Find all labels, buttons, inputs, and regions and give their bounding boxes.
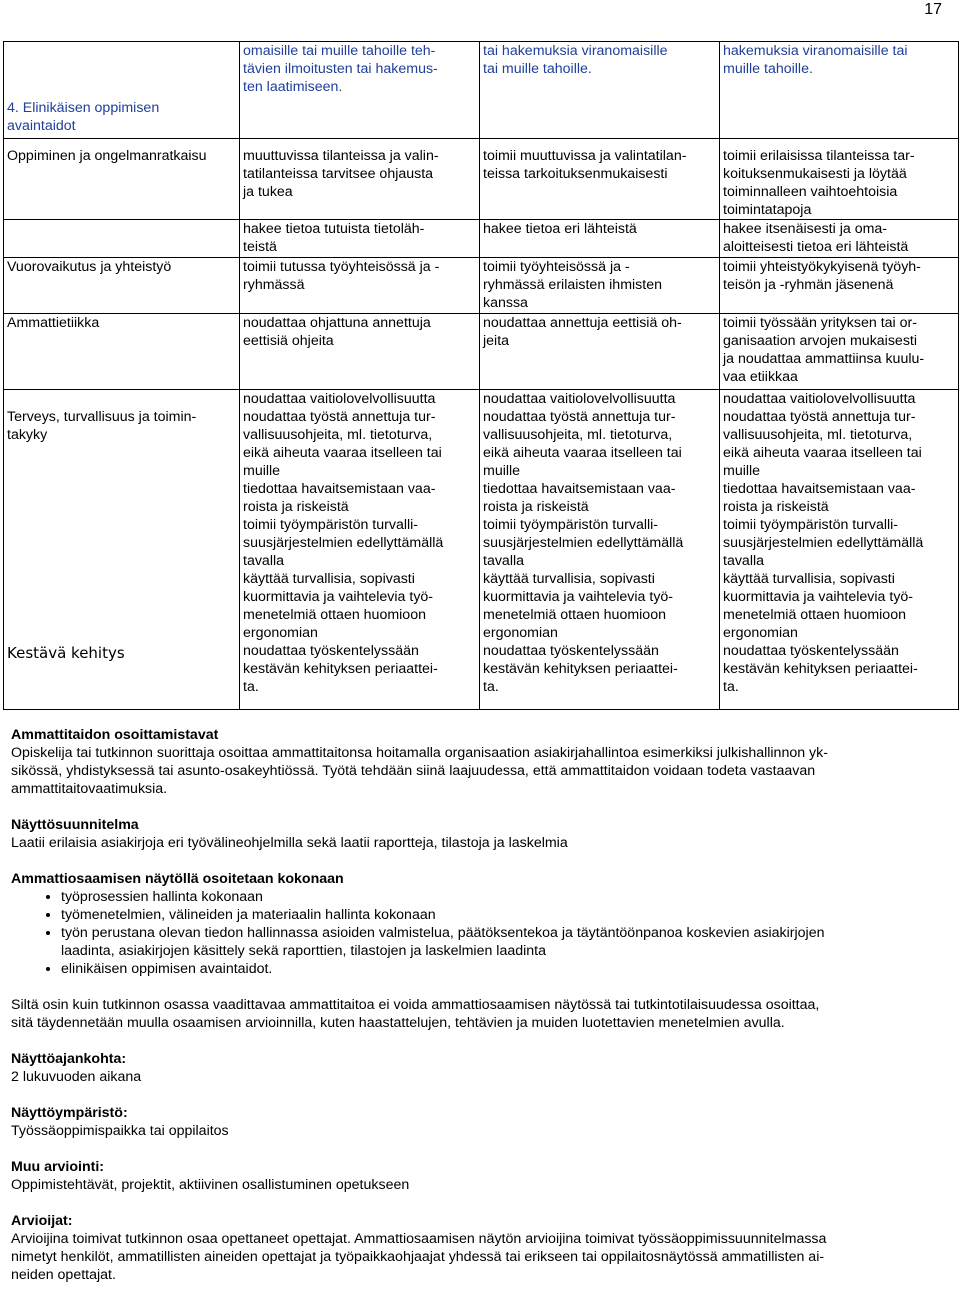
- text-line: muille: [483, 463, 521, 479]
- criterion-item: [483, 408, 716, 480]
- text-line: toimintatapoja: [723, 202, 812, 218]
- text-line: kestävän kehityksen periaattei-: [723, 661, 918, 677]
- text-block: [483, 147, 716, 183]
- text-line: noudattaa työstä annettuja tur-: [483, 409, 676, 425]
- text-line: koituksenmukaisesti ja löytää: [723, 166, 907, 182]
- text-line: noudattaa ohjattuna annettuja: [243, 315, 431, 331]
- text-line: nimetyt henkilöt, ammatillisten aineiden opettajat ja työpaikkaohjaajat yhdessä tai erikseen tai oppilaitosnäytössä ammatillisten ai-: [11, 1249, 825, 1265]
- section-demonstration-plan: [11, 816, 946, 852]
- text-line: tavalla: [483, 553, 525, 569]
- text-line: roista ja riskeistä: [483, 499, 589, 515]
- criterion-item: [723, 480, 955, 516]
- text-line: vaa etiikkaa: [723, 369, 798, 385]
- text-line: noudattaa työskentelyssään: [243, 643, 419, 659]
- section-heading: Näyttöympäristö:: [11, 1105, 128, 1121]
- text-line: toimii erilaisissa tilanteissa tar-: [723, 148, 915, 164]
- text-line: kuormittavia ja vaihtelevia työ-: [243, 589, 434, 605]
- text-line: ta.: [483, 679, 499, 695]
- cell-r3-c2: [240, 258, 480, 314]
- key-skills-heading: [7, 99, 236, 135]
- cell-r5-c3: [480, 390, 720, 710]
- section-heading: Ammattiosaamisen näytöllä osoitetaan kokonaan: [11, 871, 344, 887]
- text-line: noudattaa työskentelyssään: [483, 643, 659, 659]
- text-block: [11, 1176, 946, 1194]
- text-line: eikä aiheuta vaaraa itselleen tai: [723, 445, 922, 461]
- text-block: [243, 314, 476, 350]
- assessment-details: [11, 726, 946, 1302]
- text-line: roista ja riskeistä: [723, 499, 829, 515]
- section-heading: Näyttöajankohta:: [11, 1051, 127, 1067]
- section-demonstration-methods: [11, 726, 946, 798]
- text-line: ja noudattaa ammattiinsa kuulu-: [723, 351, 925, 367]
- text-line: tai muille tahoille.: [483, 61, 592, 77]
- text-line: tiedottaa havaitsemistaan vaa-: [723, 481, 916, 497]
- text-line: teistä: [243, 239, 277, 255]
- text-line: käyttää turvallisia, sopivasti: [483, 571, 655, 587]
- cell-r5-c2: [240, 390, 480, 710]
- criterion-item: [723, 390, 955, 408]
- criterion-item: [243, 390, 476, 408]
- text-line: omaisille tai muille tahoille teh-: [243, 43, 436, 59]
- text-line: toiminnalleen vaihtoehtoisia: [723, 184, 898, 200]
- criterion-item: [723, 408, 955, 480]
- cell-r2-c3: [480, 220, 720, 258]
- text-line: sitä täydennetään muulla osaamisen arvioinnilla, kuten haastattelujen, tehtävien ja muiden luotettavien menetelmien avulla.: [11, 1015, 785, 1031]
- criterion-item: [243, 516, 476, 570]
- text-line: kanssa: [483, 295, 528, 311]
- text-block: [243, 258, 476, 294]
- text-block: [11, 1230, 946, 1284]
- cell-r1-c4: [720, 139, 959, 220]
- text-line: käyttää turvallisia, sopivasti: [723, 571, 895, 587]
- text-line: neiden opettajat.: [11, 1267, 116, 1283]
- text-line: ergonomian: [243, 625, 318, 641]
- cell-r0-c3: [480, 42, 720, 139]
- text-block: [483, 314, 716, 350]
- cell-r1-c2: [240, 139, 480, 220]
- text-line: Opiskelija tai tutkinnon suorittaja osoittaa ammattitaitonsa hoitamalla organisaation asiakirjahallintoa esimerkiksi julkishallinnon yk-: [11, 745, 828, 761]
- text-block: [7, 314, 236, 332]
- cell-r3-c3: [480, 258, 720, 314]
- text-line: suusjärjestelmien edellyttämällä: [723, 535, 924, 551]
- text-line: noudattaa työskentelyssään: [723, 643, 899, 659]
- section-heading: Ammattitaidon osoittamistavat: [11, 727, 219, 743]
- section-environment: [11, 1104, 946, 1140]
- criterion-item: [483, 642, 716, 696]
- text-line: vallisuusohjeita, ml. tietoturva,: [723, 427, 913, 443]
- criterion-item: [243, 480, 476, 516]
- text-line: muuttuvissa tilanteissa ja valin-: [243, 148, 439, 164]
- text-line: Arvioijina toimivat tutkinnon osaa opettaneet opettajat. Ammattiosaamisen näytön arvioijina toimivat työssäoppimissuunnitelmassa: [11, 1231, 827, 1247]
- cell-r0-c4: [720, 42, 959, 139]
- text-line: hakee tietoa eri lähteistä: [483, 221, 637, 237]
- text-line: vallisuusohjeita, ml. tietoturva,: [243, 427, 433, 443]
- text-line: Terveys, turvallisuus ja toimin-: [7, 409, 197, 425]
- text-line: Ammattietiikka: [7, 315, 100, 331]
- text-line: Oppimistehtävät, projektit, aktiivinen osallistuminen opetukseen: [11, 1177, 410, 1193]
- text-block: [723, 258, 955, 294]
- text-line: kestävän kehityksen periaattei-: [243, 661, 438, 677]
- text-block: [243, 42, 476, 96]
- text-line: tävien ilmoitusten tai hakemus-: [243, 61, 438, 77]
- criteria-list: [483, 390, 716, 696]
- text-line: toimii työympäristön turvalli-: [243, 517, 419, 533]
- text-block: [723, 42, 955, 78]
- criterion-item: [243, 570, 476, 642]
- text-line: suusjärjestelmien edellyttämällä: [243, 535, 444, 551]
- text-line: ammattitaitovaatimuksia.: [11, 781, 168, 797]
- page-number: 17: [924, 1, 942, 18]
- text-line: toimii tutussa työyhteisössä ja -: [243, 259, 440, 275]
- text-line: aloitteisesti tietoa eri lähteistä: [723, 239, 909, 255]
- text-line: tavalla: [243, 553, 285, 569]
- cell-health-label: [4, 390, 240, 710]
- text-block: [723, 147, 955, 219]
- section-other-assessment: [11, 1158, 946, 1194]
- text-line: ja tukea: [243, 184, 293, 200]
- section-heading: Näyttösuunnitelma: [11, 817, 139, 833]
- criteria-table: [3, 41, 959, 710]
- text-line: toimii työssään yrityksen tai or-: [723, 315, 917, 331]
- text-line: hakee tietoa tutuista tietoläh-: [243, 221, 425, 237]
- cell-r4-c4: [720, 314, 959, 390]
- list-item: [61, 906, 946, 924]
- text-line: teisön ja -ryhmän jäsenenä: [723, 277, 894, 293]
- text-block: [483, 220, 716, 238]
- text-line: hakee itsenäisesti ja oma-: [723, 221, 888, 237]
- text-line: avaintaidot: [7, 118, 76, 134]
- text-line: tiedottaa havaitsemistaan vaa-: [243, 481, 436, 497]
- text-line: toimii työyhteisössä ja -: [483, 259, 630, 275]
- text-line: noudattaa työstä annettuja tur-: [723, 409, 916, 425]
- text-line: eettisiä ohjeita: [243, 333, 334, 349]
- criterion-item: [723, 570, 955, 642]
- criteria-list: [723, 390, 955, 696]
- text-line: ganisaation arvojen mukaisesti: [723, 333, 918, 349]
- text-line: hakemuksia viranomaisille tai: [723, 43, 908, 59]
- text-line: muille: [723, 463, 761, 479]
- cell-r3-c4: [720, 258, 959, 314]
- list-item: [61, 924, 946, 960]
- text-line: roista ja riskeistä: [243, 499, 349, 515]
- text-line: • työn perustana olevan tiedon hallinnassa asioiden valmistelua, päätöksentekoa ja täytäntöönpanoa koskevien asiakirjojen: [61, 925, 825, 941]
- text-line: ergonomian: [483, 625, 558, 641]
- cell-r1-c3: [480, 139, 720, 220]
- text-block: [11, 1068, 946, 1086]
- text-block: [483, 258, 716, 312]
- text-line: tai hakemuksia viranomaisille: [483, 43, 668, 59]
- cell-r5-c4: [720, 390, 959, 710]
- cell-learning-label: [4, 139, 240, 220]
- criterion-item: [483, 570, 716, 642]
- cell-key-skills-header: [4, 42, 240, 139]
- criterion-item: [723, 516, 955, 570]
- text-line: suusjärjestelmien edellyttämällä: [483, 535, 684, 551]
- list-item: [61, 888, 946, 906]
- text-line: noudattaa vaitiolovelvollisuutta: [243, 391, 436, 407]
- text-line: • työprosessien hallinta kokonaan: [61, 889, 263, 905]
- text-line: ryhmässä: [243, 277, 305, 293]
- text-block: [11, 744, 946, 798]
- text-line: eikä aiheuta vaaraa itselleen tai: [243, 445, 442, 461]
- section-supplementary: [11, 996, 946, 1032]
- text-block: [483, 42, 716, 78]
- cell-r4-c2: [240, 314, 480, 390]
- cell-r4-c3: [480, 314, 720, 390]
- text-line: kuormittavia ja vaihtelevia työ-: [483, 589, 674, 605]
- text-line: ten laatimiseen.: [243, 79, 343, 95]
- section-timing: [11, 1050, 946, 1086]
- criterion-item: [723, 642, 955, 696]
- text-block: [7, 408, 236, 444]
- text-line: menetelmiä ottaen huomioon: [483, 607, 666, 623]
- text-line: teissa tarkoituksenmukaisesti: [483, 166, 668, 182]
- text-block: [11, 1122, 946, 1140]
- text-line: noudattaa työstä annettuja tur-: [243, 409, 436, 425]
- text-line: ryhmässä erilaisten ihmisten: [483, 277, 662, 293]
- criteria-list: [243, 390, 476, 696]
- text-block: [723, 314, 955, 386]
- text-line: menetelmiä ottaen huomioon: [243, 607, 426, 623]
- text-line: sikössä, yhdistyksessä tai asunto-osakeyhtiössä. Työtä tehdään siinä laajuudessa, että ammattitaidon voidaan todeta vastaavan: [11, 763, 816, 779]
- bullet-list: [11, 888, 946, 978]
- criterion-item: [483, 390, 716, 408]
- text-line: noudattaa annettuja eettisiä oh-: [483, 315, 682, 331]
- text-line: 2 lukuvuoden aikana: [11, 1069, 142, 1085]
- text-line: menetelmiä ottaen huomioon: [723, 607, 906, 623]
- text-line: muille: [243, 463, 281, 479]
- text-line: 4. Elinikäisen oppimisen: [7, 100, 160, 116]
- criterion-item: [483, 480, 716, 516]
- text-line: Oppiminen ja ongelmanratkaisu: [7, 148, 207, 164]
- text-line: tiedottaa havaitsemistaan vaa-: [483, 481, 676, 497]
- cell-ethics-label: [4, 314, 240, 390]
- sustainable-development-label: Kestävä kehitys: [7, 644, 125, 662]
- text-line: kuormittavia ja vaihtelevia työ-: [723, 589, 914, 605]
- text-line: toimii työympäristön turvalli-: [483, 517, 659, 533]
- text-line: Vuorovaikutus ja yhteistyö: [7, 259, 172, 275]
- text-line: • työmenetelmien, välineiden ja materiaalin hallinta kokonaan: [61, 907, 436, 923]
- section-fully-demonstrated: [11, 870, 946, 978]
- text-block: [11, 834, 946, 852]
- text-line: kestävän kehityksen periaattei-: [483, 661, 678, 677]
- text-line: noudattaa vaitiolovelvollisuutta: [483, 391, 676, 407]
- cell-interaction-label: [4, 258, 240, 314]
- text-line: vallisuusohjeita, ml. tietoturva,: [483, 427, 673, 443]
- text-line: toimii työympäristön turvalli-: [723, 517, 899, 533]
- text-line: laadinta, asiakirjojen käsittely sekä raporttien, tilastojen ja laskelmien laadinta: [61, 943, 547, 959]
- text-line: toimii muuttuvissa ja valintatilan-: [483, 148, 687, 164]
- section-assessors: [11, 1212, 946, 1284]
- list-item: [61, 960, 946, 978]
- criterion-item: [483, 516, 716, 570]
- text-block: [243, 220, 476, 256]
- text-line: tatilanteissa tarvitsee ohjausta: [243, 166, 434, 182]
- text-block: [723, 220, 955, 256]
- cell-r2-c4: [720, 220, 959, 258]
- text-line: Laatii erilaisia asiakirjoja eri työvälineohjelmilla sekä laatii raportteja, tilastoja ja laskelmia: [11, 835, 568, 851]
- text-block: [11, 996, 946, 1032]
- text-block: [243, 147, 476, 201]
- text-line: eikä aiheuta vaaraa itselleen tai: [483, 445, 682, 461]
- text-block: [7, 258, 236, 276]
- criterion-item: [243, 408, 476, 480]
- text-line: ta.: [723, 679, 739, 695]
- text-line: takyky: [7, 427, 48, 443]
- text-line: Siltä osin kuin tutkinnon osassa vaadittavaa ammattitaitoa ei voida ammattiosaamisen näytössä tai tutkintotilaisuudessa osoittaa,: [11, 997, 820, 1013]
- cell-r2-c2: [240, 220, 480, 258]
- text-line: noudattaa vaitiolovelvollisuutta: [723, 391, 916, 407]
- section-heading: Muu arviointi:: [11, 1159, 105, 1175]
- cell-r0-c2: [240, 42, 480, 139]
- text-line: Työssäoppimispaikka tai oppilaitos: [11, 1123, 229, 1139]
- section-heading: Arvioijat:: [11, 1213, 73, 1229]
- text-line: jeita: [483, 333, 510, 349]
- text-line: muille tahoille.: [723, 61, 813, 77]
- text-line: toimii yhteistyökykyisenä työyh-: [723, 259, 921, 275]
- text-line: tavalla: [723, 553, 765, 569]
- text-block: [7, 147, 236, 165]
- text-line: • elinikäisen oppimisen avaintaidot.: [61, 961, 273, 977]
- text-line: ta.: [243, 679, 259, 695]
- criterion-item: [243, 642, 476, 696]
- text-line: käyttää turvallisia, sopivasti: [243, 571, 415, 587]
- cell-r2-c1: [4, 220, 240, 258]
- text-line: ergonomian: [723, 625, 798, 641]
